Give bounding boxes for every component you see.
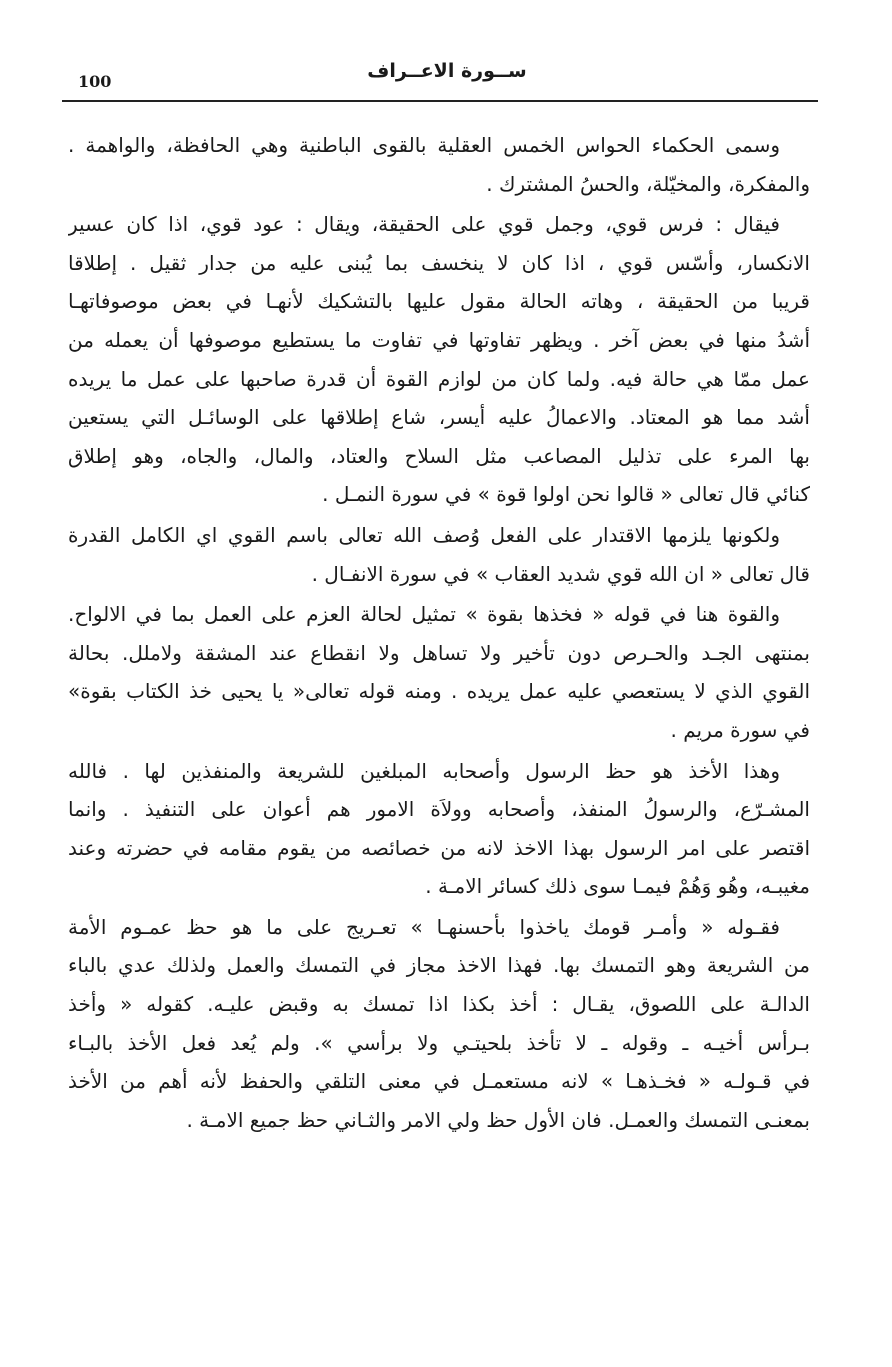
text-line: فقـوله « وأمـر قومك ياخذوا بأحسنهـا » تعـريج على ما هو حظ عمـوم الأمة (68, 914, 780, 939)
text-line: فيقال : فرس قوي، وجمل قوي على الحقيقة، ويقال : عود قوي، اذا كان عسير (68, 212, 780, 237)
text-line: بها المرء على تذليل المصاعب مثل السلاح والعتاد، والمال، والجاه، وهو إطلاق (68, 443, 810, 468)
text-line: الانكسار، وأسّس قوي ، اذا كان لا ينخسف بما يُبنى عليه من جدار ثقيل . إطلاقا (68, 250, 810, 275)
text-line: بـرأس أخيـه ـ وقوله ـ لا تأخذ بلحيتـي ولا برأسي ». ولم يُعد فعل الأخذ بالبـاء (68, 1030, 810, 1055)
text-line: اقتصر على امر الرسول بهذا الاخذ لانه من خصائصه من يقوم مقامه في حضرته وعند (68, 835, 810, 860)
text-line: وسمى الحكماء الحواس الخمس العقلية بالقوى الباطنية وهي الحافظة، والواهمة . (68, 133, 780, 157)
text-line: عمل ممّا هي حالة فيه. ولما كان من لوازم القوة أن قدرة صاحبها على عمل ما يريده (68, 366, 810, 391)
page-number: 100 (78, 72, 112, 91)
paragraph (68, 126, 810, 203)
text-line: في قـولـه « فخـذهـا » لانه مستعمـل في معنى التلقي والحفظ لأنه أهم من الأخذ (68, 1069, 810, 1094)
text-line: قال تعالى « ان الله قوي شديد العقاب » في سورة الانفـال . (311, 561, 810, 586)
text-line: أشد مما هو المعتاد. والاعمالُ عليه أيسر، شاع إطلاقها على الوسائـل التي يستعين (68, 405, 810, 430)
text-line: والمفكرة، والمخيّلة، والحسُ المشترك . (486, 171, 810, 196)
paragraph (68, 908, 810, 1140)
text-line: والقوة هنا في قوله « فخذها بقوة » تمثيل لحالة العزم على العمل بما في الالواح. (68, 602, 780, 627)
text-line: بمنتهى الجـد والحـرص دون تأخير ولا تساهل ولا انقطاع عند المشقة ولاملل. بحالة (68, 640, 810, 665)
text-line: المشـرّع، والرسولُ المنفذ، وأصحابه وولاَة الامور هم أعوان على التنفيذ . وانما (68, 797, 810, 822)
text-line: قريبا من الحقيقة ، وهاته الحالة مقول عليها بالتشكيك لأنهـا في بعض موصوفاتهـا (68, 289, 810, 314)
text-line: أشدُ منها في بعض آخر . ويظهر تفاوتها في تفاوت ما يستطيع موصوفها أن يعمله من (68, 327, 810, 352)
text-line: ولكونها يلزمها الاقتدار على الفعل وُصف الله تعالى باسم القوي اي الكامل القدرة (68, 522, 780, 547)
paragraph (68, 205, 810, 514)
text-line: وهذا الأخذ هو حظ الرسول وأصحابه المبلغين للشريعة والمنفذين لها . فالله (68, 758, 780, 783)
paragraph (68, 595, 810, 749)
text-line: مغيبـه، وهُو وَهُمْ فيمـا سوى ذلك كسائر الامـة . (425, 874, 810, 899)
text-line: كنائي قال تعالى « قالوا نحن اولوا قوة » في سورة النمـل . (322, 482, 810, 507)
text-line: الدالـة على اللصوق، يقـال : أخذ بكذا اذا تمسك به وقبض عليـه. كقوله « وأخذ (68, 992, 810, 1017)
paragraph (68, 752, 810, 906)
header-rule (62, 100, 818, 102)
text-line: القوي الذي لا يستعصي عليه عمل يريده . ومنه قوله تعالى« يا يحيى خذ الكتاب بقوة» (68, 679, 810, 704)
text-line: من الشريعة وهو التمسك بها. فهذا الاخذ مجاز في التمسك والعمل ولذلك عدي بالباء (68, 953, 810, 978)
surah-title: ســورة الاعــراف (367, 60, 527, 82)
text-line: بمعنـى التمسك والعمـل. فان الأول حظ ولي الامر والثـاني حظ جميع الامـة . (186, 1107, 810, 1132)
page-body (68, 126, 810, 1139)
paragraph (68, 516, 810, 593)
page-header (62, 56, 818, 106)
text-line: في سورة مريم . (670, 717, 810, 742)
